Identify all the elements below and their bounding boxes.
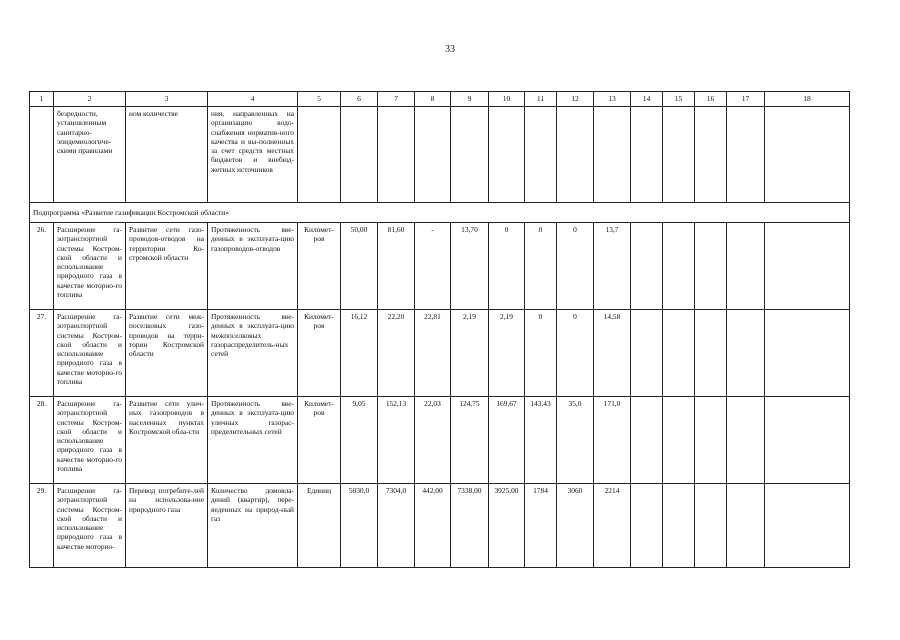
value-cell [663,397,695,484]
value-cell: 9,05 [341,397,378,484]
value-cell: 3925,00 [489,484,525,568]
unit-cell [298,107,341,203]
column-header: 4 [208,92,298,107]
value-cell: 7304,0 [378,484,415,568]
row-number-cell: 26. [30,223,54,310]
column-header: 11 [525,92,557,107]
value-cell: 0 [557,223,594,310]
continuation-row [30,107,850,203]
value-cell [695,107,727,203]
indicator-cell: ния, направленных на организацию водо-снабжения норматив-ного качества и вы-полненных за счет средств местных бюджетов и внебюд-жетных источников [208,107,298,203]
table-row [30,223,850,310]
column-header: 3 [126,92,208,107]
value-cell: 169,67 [489,397,525,484]
value-cell: 81,60 [378,223,415,310]
column-header: 9 [451,92,489,107]
column-header: 12 [557,92,594,107]
value-cell: 13,70 [451,223,489,310]
value-cell [415,107,451,203]
indicator-cell: Протяженность вве-денных в эксплуата-цию уличных газорас-пределительных сетей [208,397,298,484]
value-cell: 124,75 [451,397,489,484]
value-cell: 50,00 [341,223,378,310]
indicator-cell: Количество домовла-дений (квартир), пере-веденных на природ-ный газ [208,484,298,568]
indicator-cell: Протяженность вве-денных в эксплуата-цию газопроводов-отводов [208,223,298,310]
value-cell [663,107,695,203]
activity-cell: Расширение га-зотранспортной системы Костром-ской области и использование природного газа в качестве моторно-го топлива [54,397,126,484]
activity-cell: Расширение га-зотранспортной системы Костром-ской области и использование природного газа в качестве моторно-го топлива [54,223,126,310]
column-header: 2 [54,92,126,107]
value-cell: 3060 [557,484,594,568]
value-cell: 22,03 [415,397,451,484]
value-cell [378,107,415,203]
activity-cell: Расширение га-зотранспортной системы Костром-ской области и использование природного газа в качестве моторно- [54,484,126,568]
value-cell: 22,20 [378,310,415,397]
value-cell: 171,0 [594,397,631,484]
value-cell [631,484,663,568]
column-header: 18 [765,92,850,107]
value-cell [663,310,695,397]
column-header: 13 [594,92,631,107]
value-cell: 0 [489,223,525,310]
value-cell [631,223,663,310]
value-cell: 152,13 [378,397,415,484]
value-cell: 35,0 [557,397,594,484]
value-cell [695,484,727,568]
table-row [30,310,850,397]
value-cell [765,310,850,397]
indicators-table [29,91,850,568]
value-cell: 2214 [594,484,631,568]
table-row [30,484,850,568]
row-number-cell: 27. [30,310,54,397]
value-cell: - [415,223,451,310]
task-cell: ном количестве [126,107,208,203]
value-cell [727,223,765,310]
column-header: 14 [631,92,663,107]
activity-cell: Расширение га-зотранспортной системы Костром-ской области и использование природного газа в качестве моторно-го топлива [54,310,126,397]
row-number-cell [30,107,54,203]
value-cell [489,107,525,203]
task-cell: Перевод потребите-лей на использова-ние природного газа [126,484,208,568]
task-cell: Развитие сети газо-проводов-отводов на территории Ко-стромской области [126,223,208,310]
page-number: 33 [445,44,455,55]
value-cell: 22,81 [415,310,451,397]
value-cell [765,484,850,568]
value-cell: 14,58 [594,310,631,397]
value-cell: 5030,0 [341,484,378,568]
value-cell [525,107,557,203]
value-cell: 1784 [525,484,557,568]
column-header: 5 [298,92,341,107]
column-header: 8 [415,92,451,107]
column-header-row [30,92,850,107]
value-cell [765,223,850,310]
value-cell [341,107,378,203]
value-cell: 2,19 [451,310,489,397]
unit-cell: Километ-ров [298,310,341,397]
value-cell: 16,12 [341,310,378,397]
value-cell [727,310,765,397]
column-header: 7 [378,92,415,107]
column-header: 10 [489,92,525,107]
value-cell [765,397,850,484]
column-header: 17 [727,92,765,107]
activity-cell: безредности, установленным санитарно-эпидемиологиче-скими правилами [54,107,126,203]
indicator-cell: Протяженность вве-денных в эксплуата-цию межпоселковых газораспределитель-ных сетей [208,310,298,397]
value-cell [631,107,663,203]
value-cell: 0 [557,310,594,397]
value-cell: 2,19 [489,310,525,397]
value-cell [631,397,663,484]
subprogram-title: Подпрограмма «Развитие газификации Костромской области» [30,203,850,223]
task-cell: Развитие сети улич-ных газопроводов в населенных пунктах Костромской обла-сти [126,397,208,484]
value-cell [594,107,631,203]
value-cell: 442,00 [415,484,451,568]
subprogram-row [30,203,850,223]
value-cell [695,397,727,484]
value-cell: 0 [525,223,557,310]
value-cell [727,484,765,568]
column-header: 1 [30,92,54,107]
column-header: 16 [695,92,727,107]
unit-cell: Километ-ров [298,223,341,310]
unit-cell: Километ-ров [298,397,341,484]
column-header: 6 [341,92,378,107]
note-cell [765,107,850,203]
value-cell: 0 [525,310,557,397]
value-cell [727,107,765,203]
value-cell [695,310,727,397]
row-number-cell: 28. [30,397,54,484]
table-row [30,397,850,484]
column-header: 15 [663,92,695,107]
value-cell [451,107,489,203]
value-cell [727,397,765,484]
row-number-cell: 29. [30,484,54,568]
value-cell [557,107,594,203]
value-cell [663,484,695,568]
value-cell: 7338,00 [451,484,489,568]
task-cell: Развитие сети меж-поселковых газо-проводов на терри-тории Костромской области [126,310,208,397]
unit-cell: Единиц [298,484,341,568]
value-cell: 143,43 [525,397,557,484]
value-cell: 13,7 [594,223,631,310]
value-cell [695,223,727,310]
value-cell [631,310,663,397]
value-cell [663,223,695,310]
